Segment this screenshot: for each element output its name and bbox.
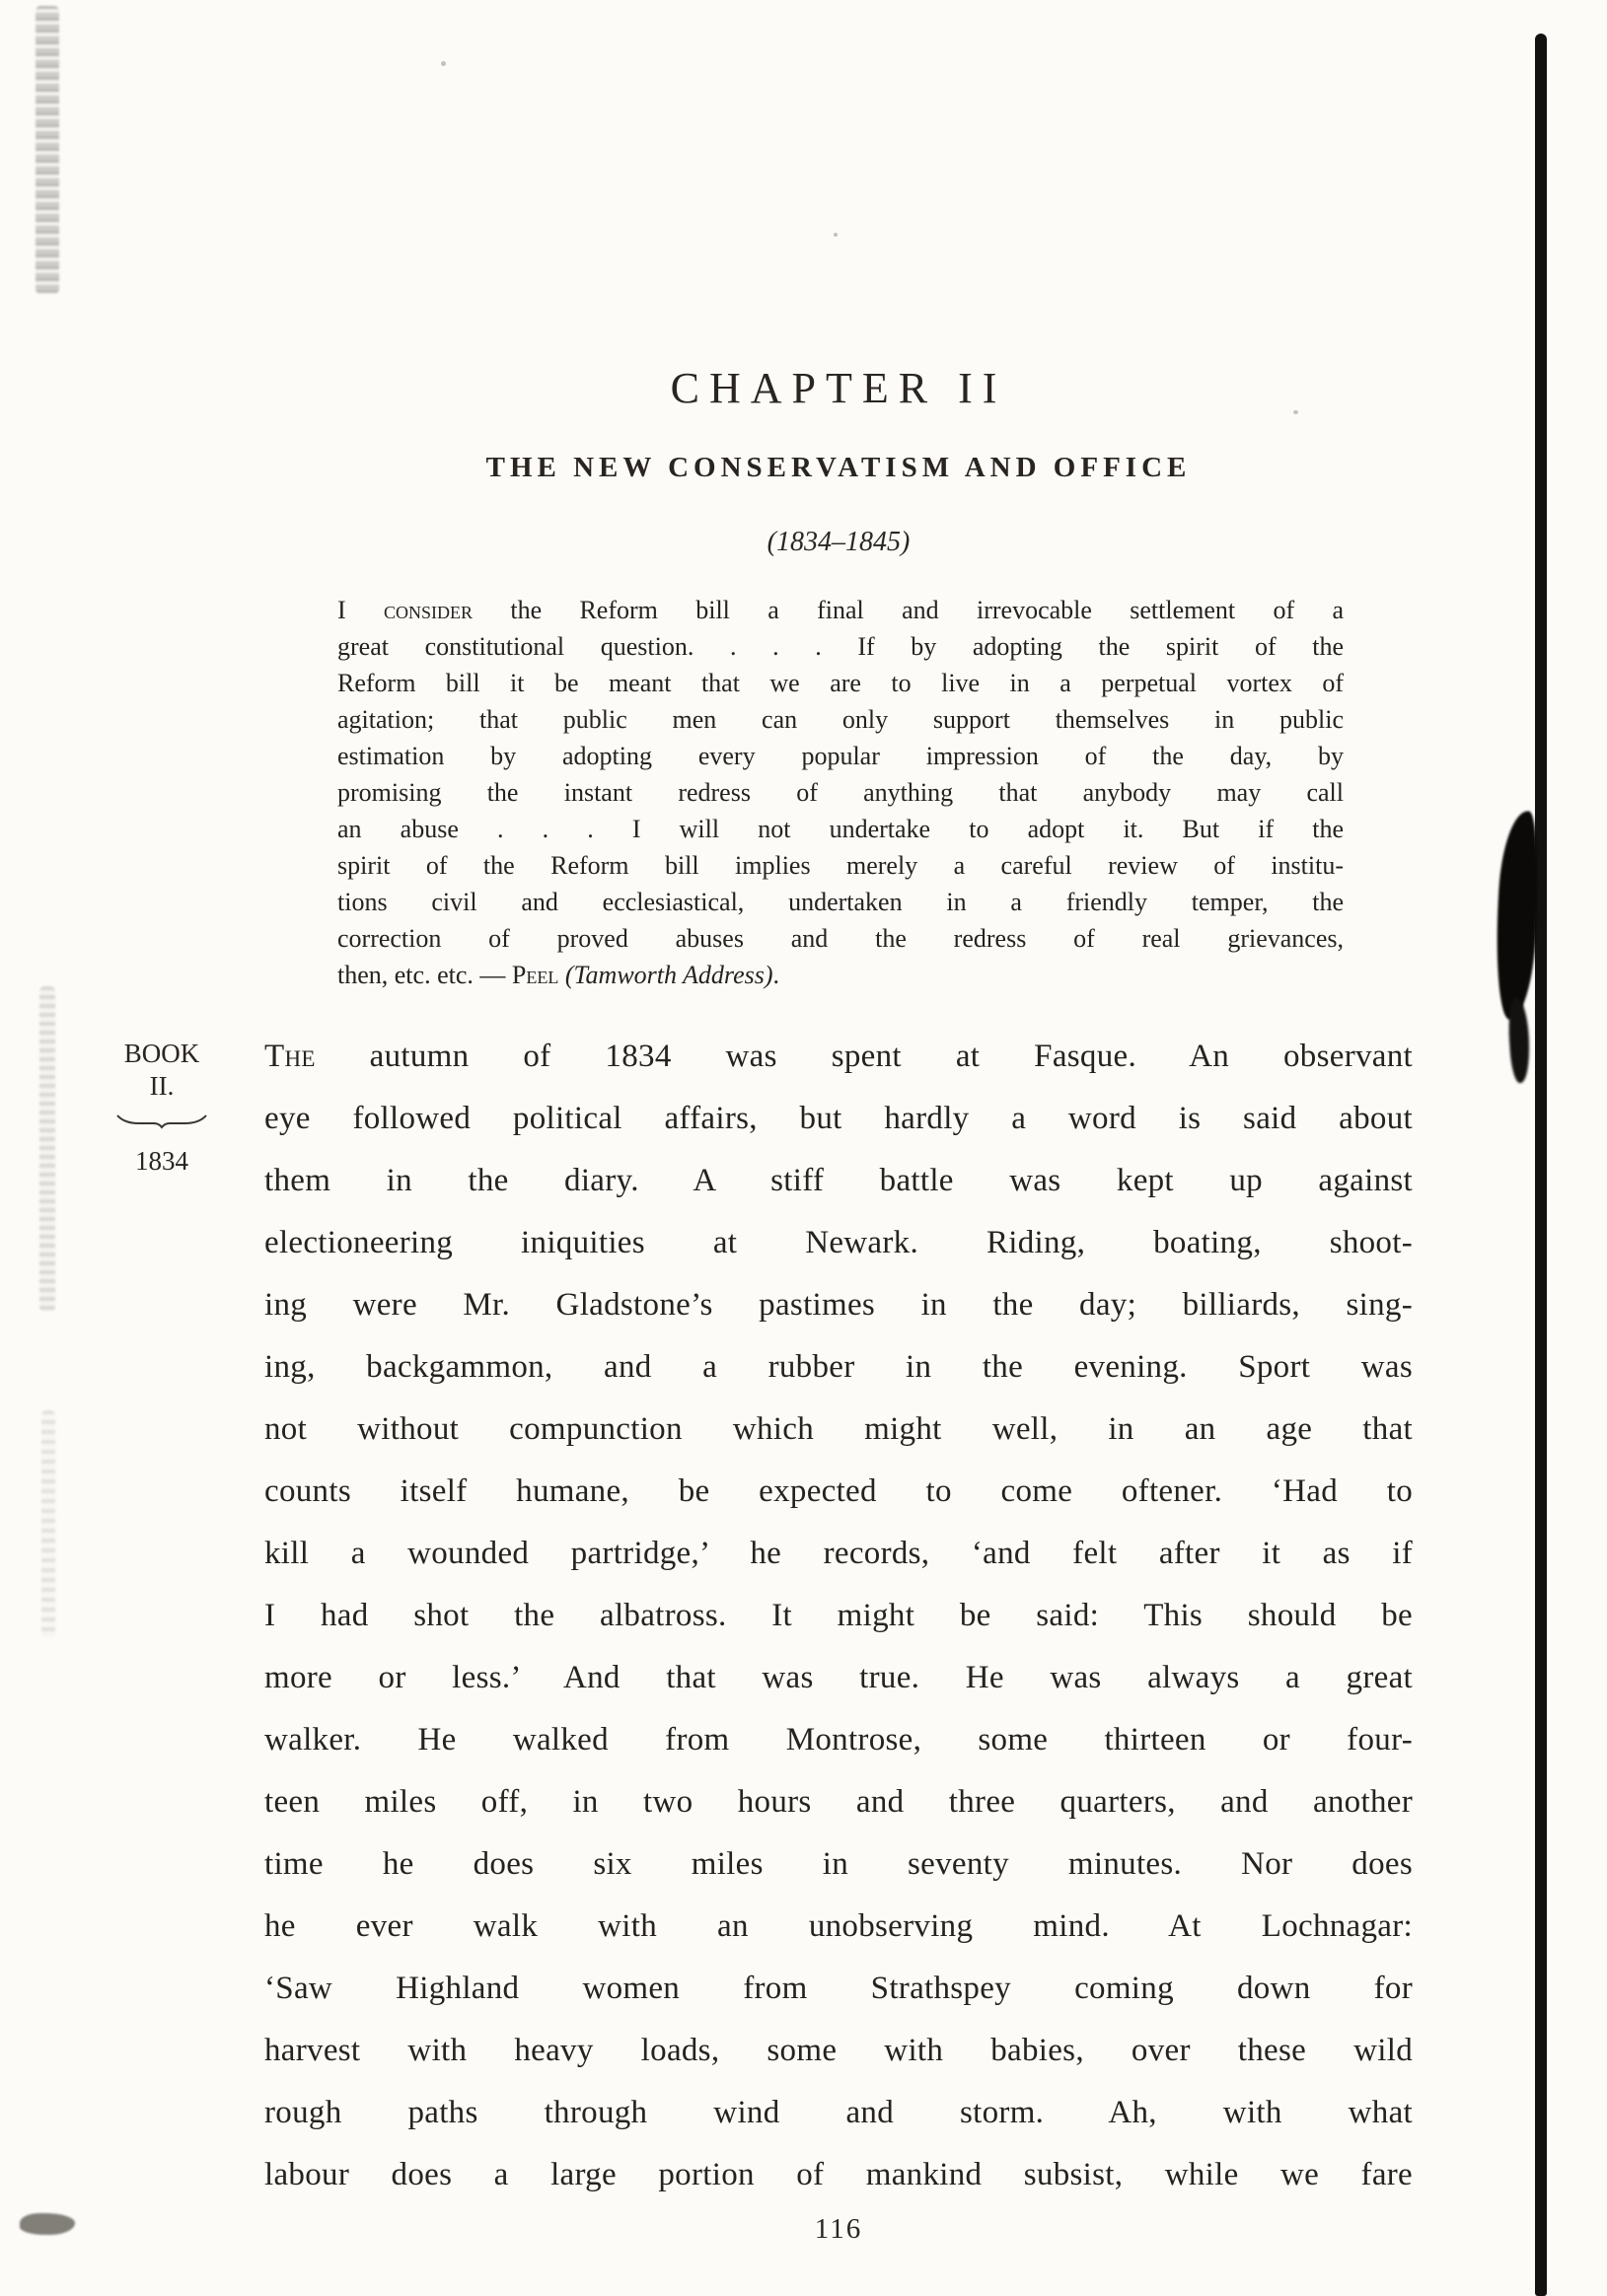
scan-artifact <box>39 986 55 1312</box>
body-line: ‘Saw Highland women from Strathspey coming down for <box>264 1971 1413 2006</box>
epigraph-line: agitation; that public men can only support themselves in public <box>337 705 1344 734</box>
epigraph-attribution <box>337 957 1344 993</box>
epigraph-quote <box>337 592 1344 993</box>
margin-book-number: II. <box>149 1071 175 1101</box>
epigraph-smallcaps: consider <box>384 596 474 624</box>
epigraph-line: spirit of the Reform bill implies merely a careful review of institu- <box>337 851 1344 880</box>
chapter-dates: (1834–1845) <box>767 527 911 557</box>
body-line: them in the diary. A stiff battle was kept up against <box>264 1163 1413 1198</box>
body-line <box>264 1026 1413 1088</box>
body-line: ing were Mr. Gladstone’s pastimes in the day; billiards, sing- <box>264 1287 1413 1323</box>
epigraph-line: promising the instant redress of anything that anybody may call <box>337 778 1344 807</box>
brace-icon <box>87 1105 237 1137</box>
body-line: time he does six miles in seventy minutes. Nor does <box>264 1846 1413 1882</box>
epigraph-line: great constitutional question. . . . If by adopting the spirit of the <box>337 632 1344 661</box>
body-line: walker. He walked from Montrose, some thirteen or four- <box>264 1722 1413 1758</box>
epigraph-line <box>337 592 1344 628</box>
page-edge-line <box>1535 34 1547 2296</box>
epigraph-author: Peel <box>511 961 559 989</box>
body-line: kill a wounded partridge,’ he records, ‘and felt after it as if <box>264 1536 1413 1571</box>
margin-note <box>87 1038 237 1178</box>
epigraph-lead: then, etc. etc. — <box>337 961 512 989</box>
epigraph-line: Reform bill it be meant that we are to live in a perpetual vortex of <box>337 669 1344 697</box>
epigraph-line: estimation by adopting every popular impression of the day, by <box>337 742 1344 770</box>
scan-artifact <box>441 61 446 66</box>
epigraph-source-title: (Tamworth Address) <box>564 961 773 989</box>
body-line: more or less.’ And that was true. He was always a great <box>264 1660 1413 1695</box>
scan-artifact <box>36 6 59 294</box>
scan-artifact <box>20 2213 75 2235</box>
body-line: I had shot the albatross. It might be said: This should be <box>264 1598 1413 1633</box>
body-line: rough paths through wind and storm. Ah, with what <box>264 2095 1413 2130</box>
body-line: ing, backgammon, and a rubber in the evening. Sport was <box>264 1349 1413 1385</box>
body-text-run: autumn of 1834 was spent at Fasque. An observant <box>315 1039 1413 1074</box>
epigraph-text: the Reform bill a final and irrevocable settlement of a <box>473 596 1344 624</box>
body-line: eye followed political affairs, but hardly a word is said about <box>264 1101 1413 1136</box>
epigraph-lead: I <box>337 596 384 624</box>
scan-artifact <box>834 233 838 237</box>
margin-book-label: BOOK <box>123 1039 200 1068</box>
epigraph-line: an abuse . . . I will not undertake to adopt it. But if the <box>337 815 1344 843</box>
body-first-word: The <box>264 1039 316 1074</box>
epigraph-line: tions civil and ecclesiastical, undertaken in a friendly temper, the <box>337 888 1344 916</box>
scan-artifact <box>1506 997 1532 1083</box>
body-line: harvest with heavy loads, some with babies, over these wild <box>264 2033 1413 2068</box>
body-line: electioneering iniquities at Newark. Riding, boating, shoot- <box>264 1225 1413 1260</box>
scan-artifact <box>41 1410 55 1637</box>
body-line: not without compunction which might well, in an age that <box>264 1411 1413 1447</box>
page-number: 116 <box>814 2213 863 2245</box>
body-text <box>264 1026 1413 2206</box>
epigraph-line: correction of proved abuses and the redress of real grievances, <box>337 924 1344 953</box>
body-line: teen miles off, in two hours and three quarters, and another <box>264 1784 1413 1820</box>
body-line: counts itself humane, be expected to come oftener. ‘Had to <box>264 1473 1413 1509</box>
chapter-subtitle: THE NEW CONSERVATISM AND OFFICE <box>485 452 1192 483</box>
margin-year: 1834 <box>135 1146 188 1176</box>
body-line: he ever walk with an unobserving mind. At Lochnagar: <box>264 1908 1413 1944</box>
body-line: labour does a large portion of mankind subsist, while we fare <box>264 2157 1413 2192</box>
chapter-title: CHAPTER II <box>670 364 1007 412</box>
epigraph-text: . <box>772 961 780 989</box>
